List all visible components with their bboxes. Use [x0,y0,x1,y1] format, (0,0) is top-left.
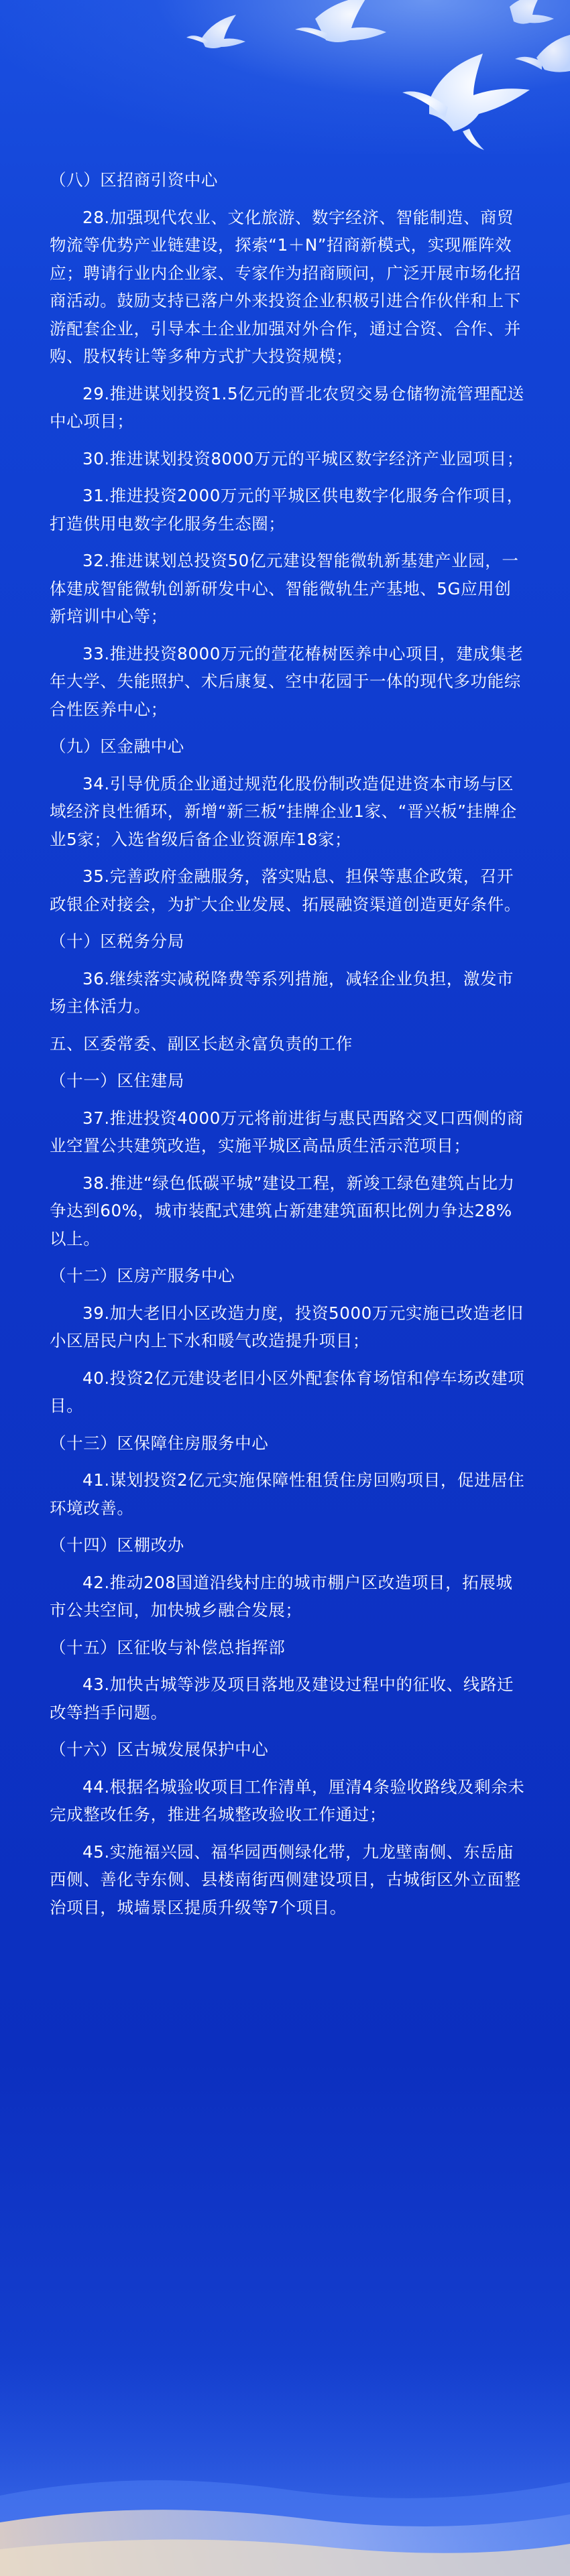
work-item-paragraph: 41.谋划投资2亿元实施保障性租赁住房回购项目，促进居住环境改善。 [50,1470,525,1518]
dove-icon [295,0,386,42]
subsection-heading: （十三）区保障住房服务中心 [50,1433,269,1453]
subsection-heading: （十二）区房产服务中心 [50,1266,235,1285]
dove-icon [402,54,530,150]
work-item-paragraph: 44.根据名城验收项目工作清单，厘清4条验收路线及剩余未完成整改任务，推进名城整改验收工作通过； [50,1777,525,1824]
bottom-wave-decoration [0,2355,570,2576]
work-item-paragraph: 35.完善政府金融服务，落实贴息、担保等惠企政策，召开政银企对接会，为扩大企业发展、拓展融资渠道创造更好条件。 [50,866,521,914]
subsection-heading: （十四）区棚改办 [50,1535,184,1555]
dove-icon [186,15,245,48]
work-item-paragraph: 38.推进“绿色低碳平城”建设工程，新竣工绿色建筑占比力争达到60%，城市装配式建筑占新建建筑面积比例力争达28%以上。 [50,1173,515,1248]
work-item-paragraph: 37.推进投资4000万元将前进街与惠民西路交叉口西侧的商业空置公共建筑改造，实施平城区高品质生活示范项目； [50,1108,524,1155]
work-item-paragraph: 42.推动208国道沿线村庄的城市棚户区改造项目，拓展城市公共空间，加快城乡融合发展； [50,1572,513,1620]
subsection-heading: （十六）区古城发展保护中心 [50,1740,269,1759]
work-item-paragraph: 32.推进谋划总投资50亿元建设智能微轨新基建产业园，一体建成智能微轨创新研发中心、智能微轨生产基地、5G应用创新培训中心等； [50,551,519,626]
subsection-heading: （十一）区住建局 [50,1071,184,1090]
work-item-paragraph: 39.加大老旧小区改造力度，投资5000万元实施已改造老旧小区居民户内上下水和暖气改造提升项目； [50,1303,524,1350]
subsection-heading: （九）区金融中心 [50,736,184,756]
work-item-paragraph: 28.加强现代农业、文化旅游、数字经济、智能制造、商贸物流等优势产业链建设，探索“1＋N”招商新模式，实现雁阵效应；聘请行业内企业家、专家作为招商顾问，广泛开展市场化招商活动。鼓励支持已落户外来投资企业积极引进合作伙伴和上下游配套企业，引导本土企业加强对外合作，通过合资、合作、并购、股权转让等多种方式扩大投资规模； [50,207,521,366]
subsection-heading: （十）区税务分局 [50,931,184,951]
work-item-paragraph: 43.加快古城等涉及项目落地及建设过程中的征收、线路迁改等挡手问题。 [50,1675,514,1722]
dove-icon [515,35,570,72]
work-item-paragraph: 31.推进投资2000万元的平城区供电数字化服务合作项目，打造供用电数字化服务生态圈； [50,486,524,533]
work-item-paragraph: 34.引导优质企业通过规范化股份制改造促进资本市场与区域经济良性循环，新增“新三板”挂牌企业1家、“晋兴板”挂牌企业5家；入选省级后备企业资源库18家； [50,773,517,849]
subsection-heading: （八）区招商引资中心 [50,170,218,190]
document-body [50,165,527,1931]
dove-icon [510,0,554,24]
subsection-heading: （十五）区征收与补偿总指挥部 [50,1637,286,1657]
work-item-paragraph: 45.实施福兴园、福华园西侧绿化带，九龙壁南侧、东岳庙西侧、善化寺东侧、县楼南街西侧建设项目，古城街区外立面整治项目，城墙景区提质升级等7个项目。 [50,1842,521,1917]
dove-illustration [0,0,570,161]
work-item-paragraph: 30.推进谋划投资8000万元的平城区数字经济产业园项目； [82,448,524,468]
work-item-paragraph: 33.推进投资8000万元的萱花椿树医养中心项目，建成集老年大学、失能照护、术后康复、空中花园于一体的现代多功能综合性医养中心； [50,643,524,719]
section-heading: 五、区委常委、副区长赵永富负责的工作 [50,1033,353,1053]
work-item-paragraph: 29.推进谋划投资1.5亿元的晋北农贸交易仓储物流管理配送中心项目； [50,383,524,431]
work-item-paragraph: 40.投资2亿元建设老旧小区外配套体育场馆和停车场改建项目。 [50,1368,525,1415]
work-item-paragraph: 36.继续落实减税降费等系列措施，减轻企业负担，激发市场主体活力。 [50,968,514,1016]
